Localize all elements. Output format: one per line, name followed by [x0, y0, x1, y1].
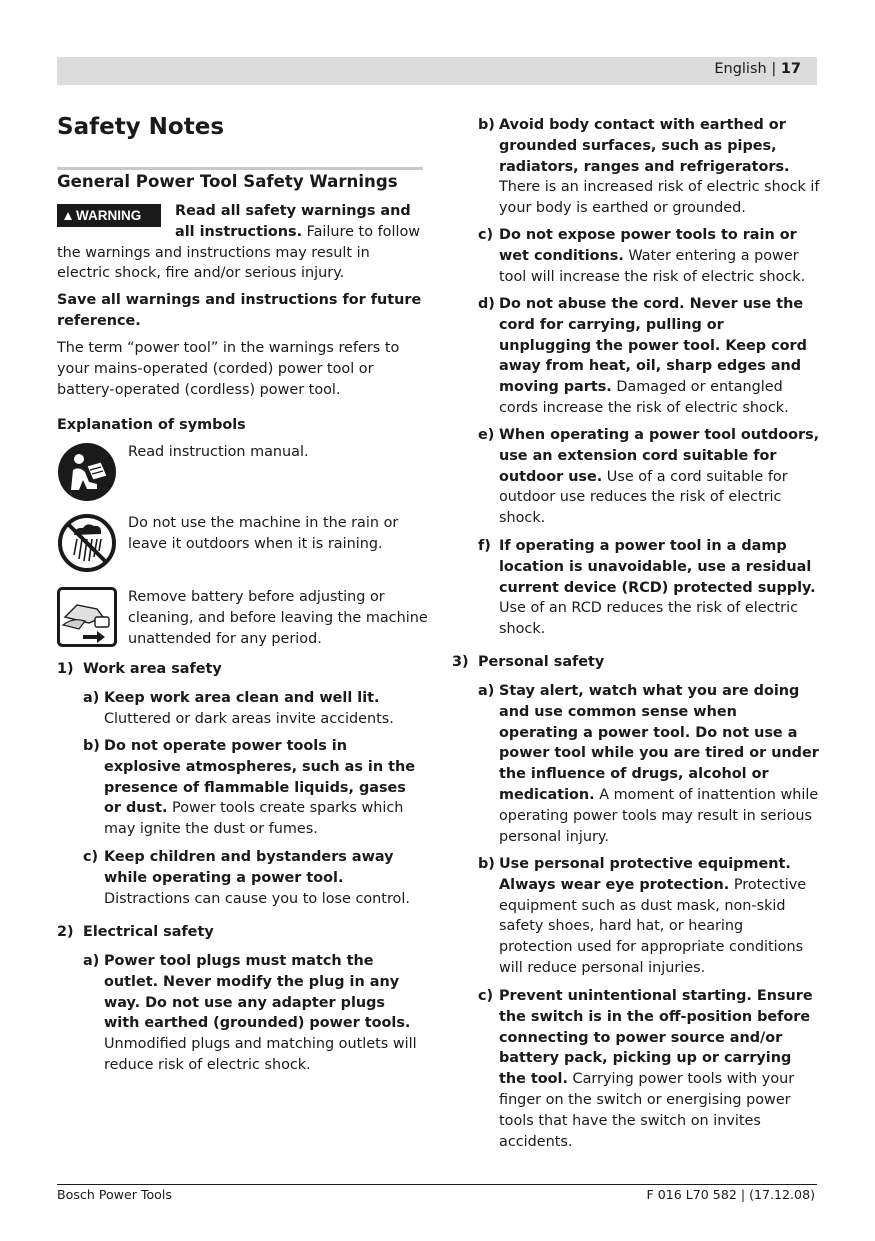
section-work-number: 1) [57, 661, 74, 677]
footer-divider [57, 1184, 817, 1185]
section-work-title: Work area safety [83, 661, 222, 677]
list-item [83, 847, 423, 909]
list-item-label: b) [83, 738, 100, 754]
list-item-bold: If operating a power tool in a damp location is unavoidable, use a residual current device (RCD) protected supply. [499, 538, 816, 596]
page-title: Safety Notes [57, 114, 225, 140]
list-item-bold: Power tool plugs must match the outlet. Never modify the plug in any way. Do not use any adapter plugs with earthed (grounded) power tools. [104, 953, 411, 1032]
section-personal-heading [452, 654, 604, 670]
list-item-bold: Keep children and bystanders away while operating a power tool. [104, 849, 394, 886]
list-item [478, 115, 820, 219]
list-item [478, 854, 820, 979]
term-note: The term “power tool” in the warnings refers to your mains-operated (corded) power tool or battery-operated (cordless) power tool. [57, 340, 400, 398]
list-item-bold: Do not expose power tools to rain or wet conditions. [499, 227, 797, 264]
warning-lead: Read all safety warnings and all instructions. [175, 203, 411, 240]
footer-brand: Bosch Power Tools [57, 1187, 172, 1202]
list-item-text: A moment of inattention while operating power tools may result in serious personal injury. [499, 786, 819, 845]
title-divider [57, 167, 423, 170]
list-item-label: c) [478, 988, 494, 1004]
section-electrical-heading [57, 924, 214, 940]
list-item [83, 951, 423, 1076]
read-manual-icon [57, 442, 117, 502]
list-item-text: Distractions can cause you to lose control. [104, 890, 410, 907]
list-item [478, 294, 820, 419]
warning-triangle-icon: ▲ [61, 208, 75, 223]
list-item-bold: Avoid body contact with earthed or grounded surfaces, such as pipes, radiators, ranges and refrigerators. [499, 117, 790, 175]
symbol-text-manual: Read instruction manual. [128, 444, 309, 460]
list-item-text: Cluttered or dark areas invite accidents. [104, 710, 394, 727]
list-item-bold: Keep work area clean and well lit. [104, 690, 380, 706]
list-item-text: Protective equipment such as dust mask, non-skid safety shoes, hard hat, or hearing protection used for appropriate conditions will reduce personal injuries. [499, 876, 807, 976]
list-item [478, 536, 820, 640]
no-rain-icon [57, 513, 117, 573]
list-item [83, 688, 423, 730]
list-item [478, 425, 820, 529]
header-language: English [714, 61, 767, 77]
list-item-text: There is an increased risk of electric shock if your body is earthed or grounded. [499, 179, 820, 217]
list-item-label: e) [478, 427, 495, 443]
section-work-heading [57, 661, 222, 677]
warning-text: Failure to follow the warnings and instructions may result in electric shock, fire and/or serious injury. [57, 223, 421, 282]
warning-badge [57, 204, 161, 227]
remove-battery-icon [57, 587, 117, 647]
list-item-text: Water entering a power tool will increase the risk of electric shock. [499, 247, 806, 285]
list-item-text: Damaged or entangled cords increase the risk of electric shock. [499, 379, 789, 416]
section-personal-number: 3) [452, 654, 469, 670]
section-electrical-title: Electrical safety [83, 924, 214, 940]
symbol-text-rain: Do not use the machine in the rain or leave it outdoors when it is raining. [128, 515, 399, 552]
page-header-bar [57, 57, 817, 85]
list-item-label: f) [478, 538, 491, 554]
list-item-bold: Use personal protective equipment. Always wear eye protection. [499, 856, 791, 893]
list-item-label: b) [478, 856, 495, 872]
list-item-text: Unmodified plugs and matching outlets will reduce risk of electric shock. [104, 1036, 417, 1073]
footer-doc-id: F 016 L70 582 | (17.12.08) [646, 1187, 815, 1202]
symbol-row-rain [57, 513, 425, 579]
warning-block [57, 201, 425, 284]
warning-badge-label: WARNING [76, 208, 142, 223]
list-item [478, 986, 820, 1152]
list-item-bold: When operating a power tool outdoors, use an extension cord suitable for outdoor use. [499, 427, 820, 485]
list-item-label: b) [478, 117, 495, 133]
save-note: Save all warnings and instructions for future reference. [57, 292, 422, 329]
list-item-text: Use of a cord suitable for outdoor use reduces the risk of electric shock. [499, 468, 788, 527]
list-item [478, 681, 820, 847]
symbol-text-battery: Remove battery before adjusting or cleaning, and before leaving the machine unattended for any period. [128, 589, 428, 647]
page-header [714, 61, 801, 77]
section-personal-title: Personal safety [478, 654, 605, 670]
section-electrical-number: 2) [57, 924, 74, 940]
list-item-label: a) [83, 953, 100, 969]
list-item [83, 736, 423, 840]
symbol-row-battery [57, 587, 428, 653]
list-item [478, 225, 820, 287]
list-item-text: Carrying power tools with your finger on the switch or energising power tools that have the switch on invites accidents. [499, 1071, 795, 1150]
page-number: 17 [780, 61, 801, 77]
symbol-row-manual [57, 442, 425, 508]
section-subtitle: General Power Tool Safety Warnings [57, 172, 398, 191]
header-separator: | [771, 61, 777, 77]
list-item-text: Power tools create sparks which may ignite the dust or fumes. [104, 800, 404, 838]
list-item-label: d) [478, 296, 495, 312]
list-item-bold: Do not operate power tools in explosive atmospheres, such as in the presence of flammable liquids, gases or dust. [104, 738, 416, 817]
list-item-bold: Do not abuse the cord. Never use the cord for carrying, pulling or unplugging the power tool. Keep cord away from heat, oil, sharp edges and moving parts. [499, 296, 807, 396]
list-item-label: a) [478, 683, 495, 699]
list-item-label: c) [478, 227, 494, 243]
symbols-heading: Explanation of symbols [57, 417, 246, 433]
list-item-bold: Stay alert, watch what you are doing and use common sense when operating a power tool. Do not use a power tool while you are tired or under the influence of drugs, alcohol or medication. [499, 683, 819, 803]
list-item-label: a) [83, 690, 100, 706]
list-item-label: c) [83, 849, 99, 865]
list-item-bold: Prevent unintentional starting. Ensure the switch is in the off-position before connecting to power source and/or battery pack, picking up or carrying the tool. [499, 988, 813, 1088]
list-item-text: Use of an RCD reduces the risk of electric shock. [499, 600, 798, 638]
